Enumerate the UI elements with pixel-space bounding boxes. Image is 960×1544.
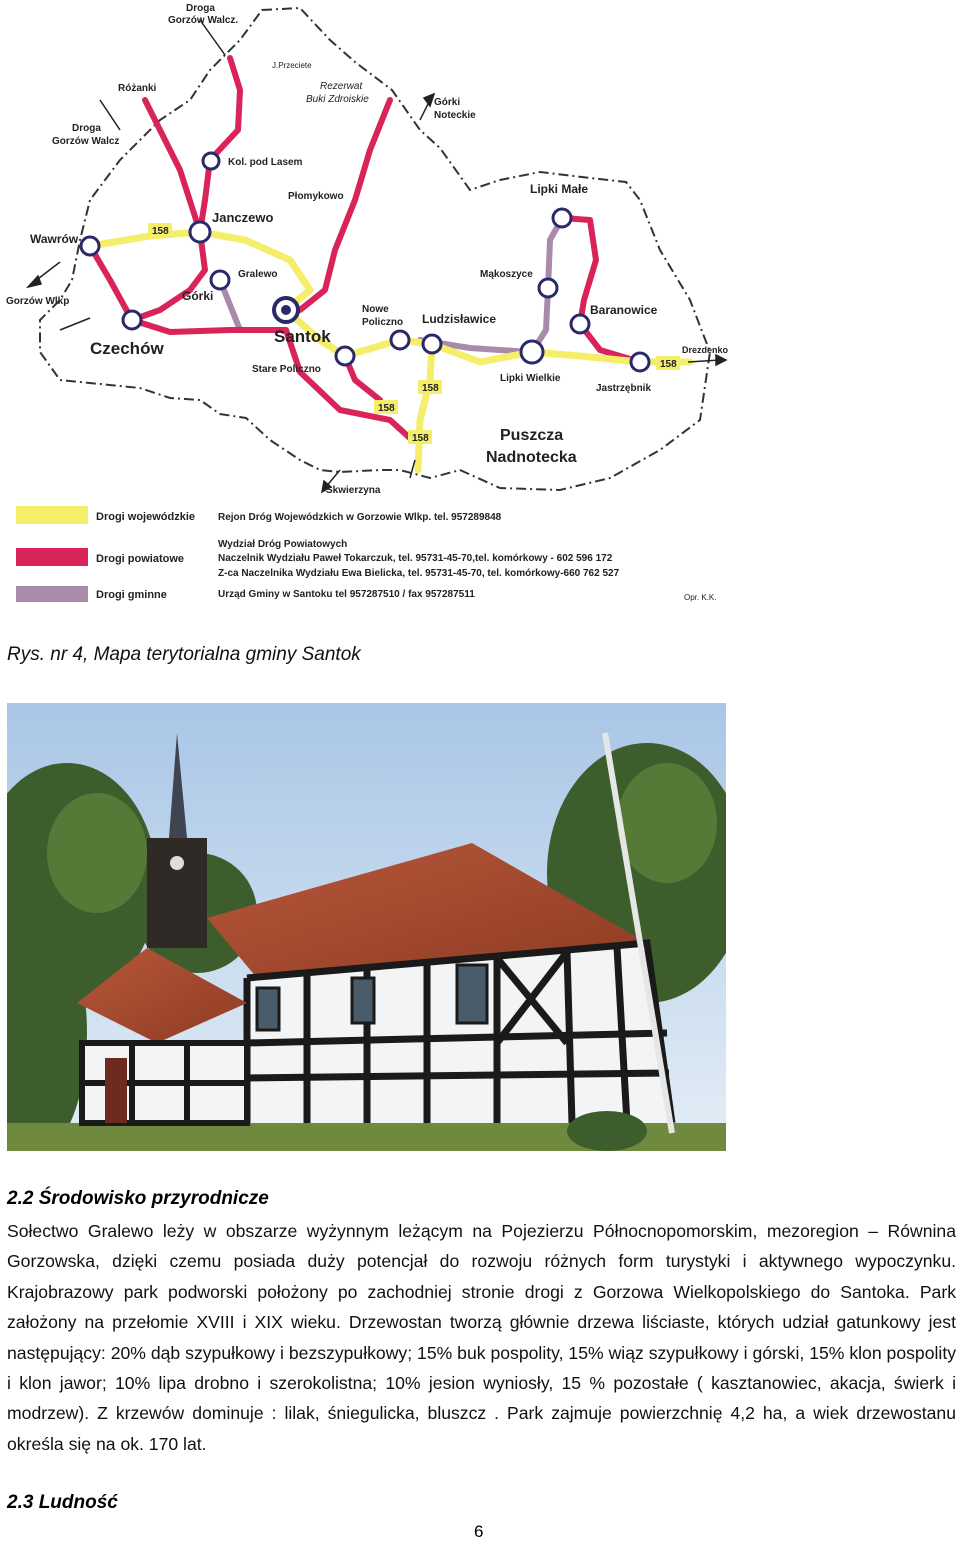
map-label: Drezdenko — [682, 345, 729, 355]
legend-contact: Wydział Dróg Powiatowych — [218, 539, 348, 550]
town-marker — [81, 237, 99, 255]
road-powiat — [205, 58, 240, 200]
map-label: Górki — [434, 97, 461, 108]
map-label: Różanki — [118, 83, 157, 94]
map-label: Buki Zdroiskie — [306, 94, 369, 105]
legend-contact: Rejon Dróg Wojewódzkich w Gorzowie Wlkp. tel. 957289848 — [218, 512, 502, 523]
town-marker — [336, 347, 354, 365]
map-label: Gorzów Walcz — [52, 136, 120, 147]
map-label: Nowe — [362, 304, 389, 315]
map-label: Mąkoszyce — [480, 269, 533, 280]
map-label: Droga — [186, 3, 215, 14]
road-powiat — [90, 246, 132, 320]
map-label: Nadnotecka — [486, 449, 577, 466]
map-label: Gralewo — [238, 269, 278, 280]
map-label: Skwierzyna — [326, 485, 381, 496]
road-badge: 158 — [422, 383, 439, 394]
legend-contact: Z-ca Naczelnika Wydziału Ewa Bielicka, tel. 95731-45-70, tel. komórkowy-660 762 527 — [218, 568, 620, 579]
section-paragraph: Sołectwo Gralewo leży w obszarze wyżynnym leżącym na Pojezierzu Północnopomorskim, mezoregion – Równina Gorzowska, dzięki czemu posiada duży potencjał do rozwoju różnych form turystyki i aktywnego wypoczynku. Krajobrazowy park podworski położony po zachodniej stronie drogi z Gorzowa Wielkopolskiego do Santoka. Park założony na przełomie XVIII i XIX wieku. Drzewostan tworzą głównie drzewa liściaste, których udział gatunkowy jest następujący: 20% dąb szypułkowy i bezszypułkowy; 15% buk pospolity, 15% wiąz szypułkowy i górski, 15% klon pospolity i klon jawor; 10% lipa drobno i szerokolistna; 10% jesion wyniosły, 15 % pozostałe ( kasztanowiec, akacja, świerk i modrzew). Z krzewów dominuje : lilak, śniegulicka, bluszcz . Park zajmuje powierzchnię 4,2 ha, a wiek drzewostanu określa się na ok. 170 lat. — [7, 1221, 956, 1454]
map-label: Płomykowo — [288, 191, 344, 202]
town-marker — [571, 315, 589, 333]
road-powiat — [145, 100, 200, 232]
legend-label: Drogi wojewódzkie — [96, 511, 196, 523]
figure-caption: Rys. nr 4, Mapa terytorialna gminy Santok — [7, 644, 361, 665]
road-badge: 158 — [378, 403, 395, 414]
map-label: Lipki Wielkie — [500, 373, 561, 384]
town-marker — [631, 353, 649, 371]
map-label: Janczewo — [212, 210, 274, 225]
town-marker — [553, 209, 571, 227]
road-badge: 158 — [152, 226, 169, 237]
map-label: Gorzów Wlkp — [6, 296, 70, 307]
road-gmina — [548, 218, 572, 288]
legend-label: Drogi powiatowe — [96, 553, 184, 565]
map-label: Kol. pod Lasem — [228, 157, 303, 168]
town-marker — [211, 271, 229, 289]
road-badge: 158 — [412, 433, 429, 444]
map-label: Jastrzębnik — [596, 383, 652, 394]
road-wojewodzka — [418, 344, 432, 470]
map-label: Puszcza — [500, 427, 564, 444]
town-marker — [539, 279, 557, 297]
town-marker — [190, 222, 210, 242]
map-label: J.Przeciete — [272, 61, 312, 70]
territorial-map — [0, 0, 740, 610]
map-label: Policzno — [362, 317, 404, 328]
map-author: Opr. K.K. — [684, 593, 717, 602]
town-marker — [123, 311, 141, 329]
map-label: Gorzów Walcz. — [168, 15, 239, 26]
section-heading: 2.3 Ludność — [7, 1492, 118, 1513]
map-label: Lipki Małe — [530, 182, 589, 196]
section-heading: 2.2 Środowisko przyrodnicze — [7, 1188, 269, 1209]
legend-label: Drogi gminne — [96, 589, 167, 601]
map-label: Noteckie — [434, 110, 476, 121]
town-marker — [391, 331, 409, 349]
map-label: Santok — [274, 327, 331, 346]
road-powiat — [300, 100, 390, 310]
map-label: Czechów — [90, 339, 164, 358]
page-number: 6 — [474, 1522, 484, 1541]
legend-contact: Urząd Gminy w Santoku tel 957287510 / fax 957287511 — [218, 589, 475, 600]
town-marker — [423, 335, 441, 353]
legend-contact: Naczelnik Wydziału Paweł Tokarczuk, tel. 95731-45-70,tel. komórkowy - 602 596 172 — [218, 553, 613, 564]
town-marker — [203, 153, 219, 169]
map-legend — [16, 506, 716, 602]
map-label: Wawrów — [30, 232, 79, 246]
road-powiat — [132, 320, 286, 332]
map-label: Droga — [72, 123, 101, 134]
map-label: Rezerwat — [320, 81, 363, 92]
map-label: Górki — [182, 289, 214, 303]
road-badge: 158 — [660, 359, 677, 370]
map-label: Baranowice — [590, 303, 658, 317]
church-photo — [7, 703, 726, 1151]
town-marker — [521, 341, 543, 363]
map-label: Stare Policzno — [252, 364, 321, 375]
map-label: Ludzisławice — [422, 312, 497, 326]
